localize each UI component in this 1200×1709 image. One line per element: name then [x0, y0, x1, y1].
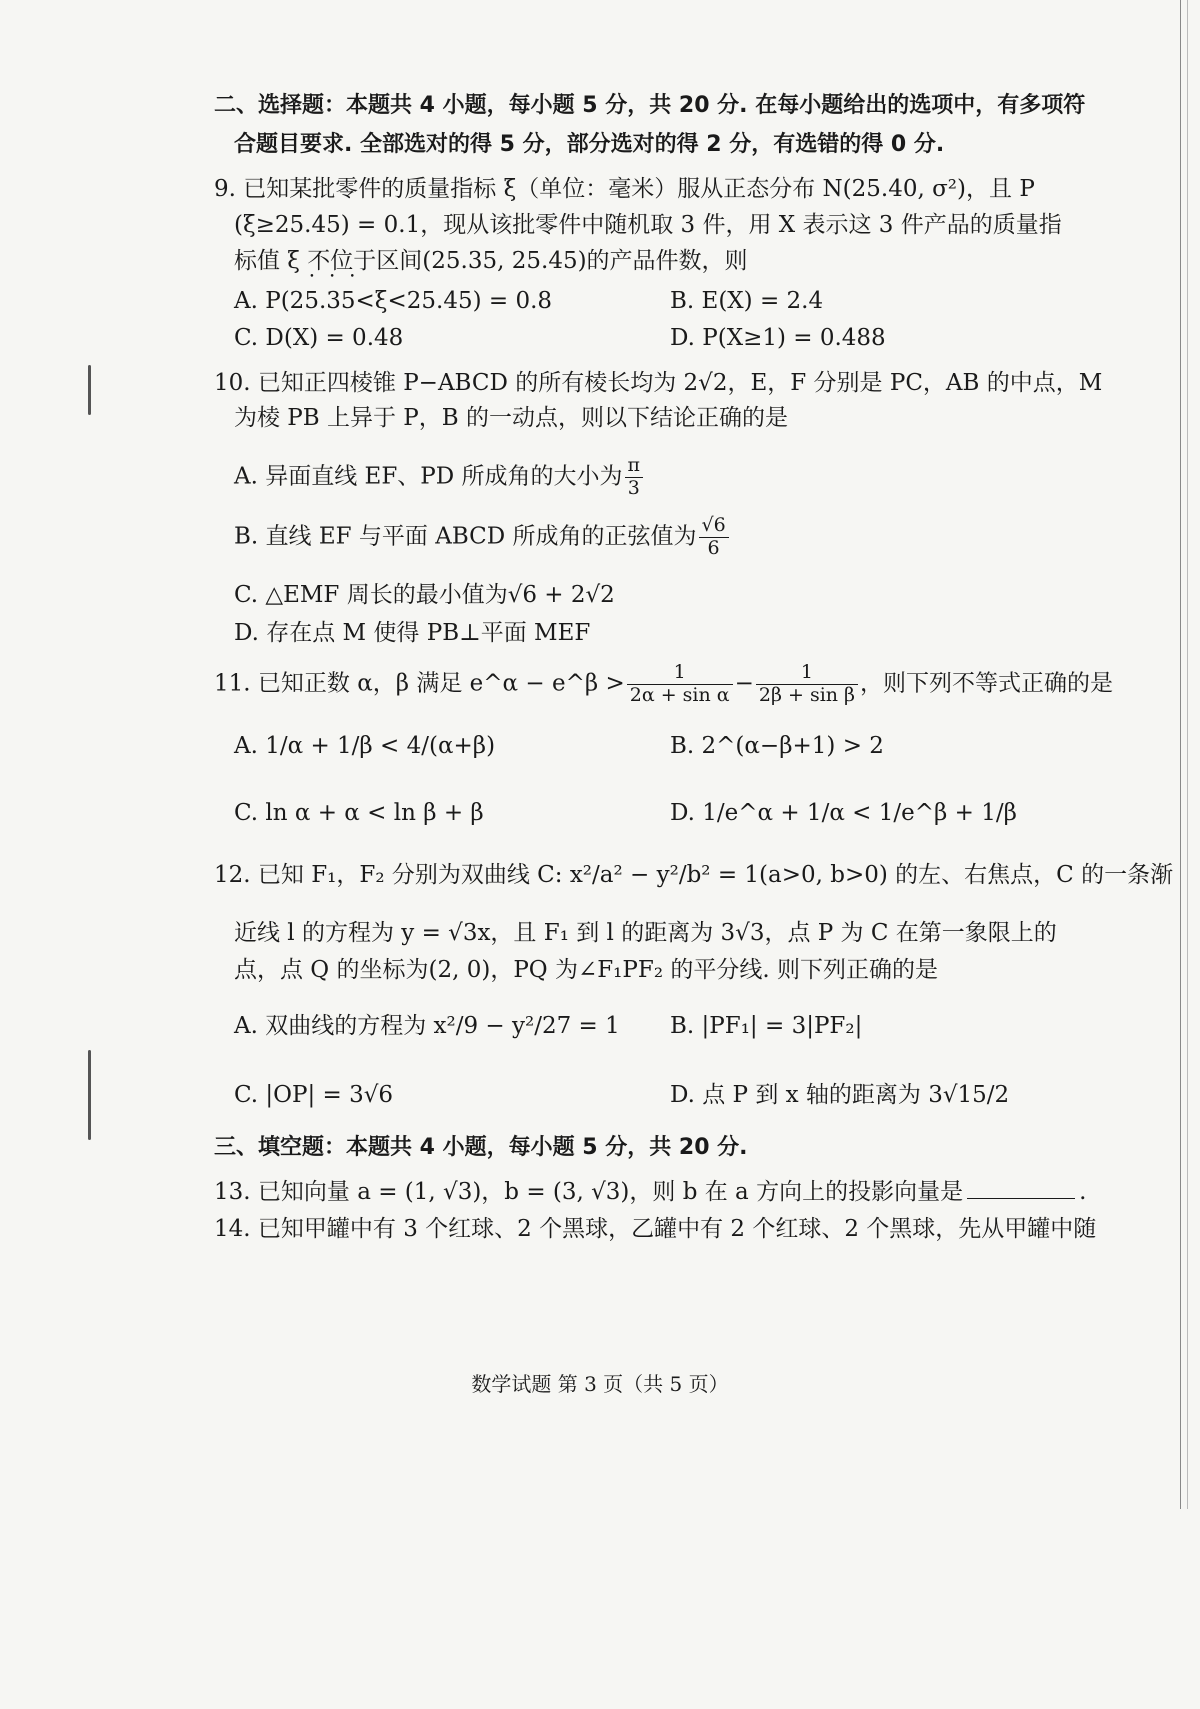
q9-option-d: D. P(X≥1) = 0.488 — [670, 325, 886, 351]
fraction — [699, 515, 729, 560]
q11-option-a: A. 1/α + 1/β < 4/(α+β) — [234, 733, 496, 759]
q14-line1: 14. 已知甲罐中有 3 个红球、2 个黑球，乙罐中有 2 个红球、2 个黑球，先从甲罐中随 — [214, 1216, 1097, 1242]
q10-option-b-text: B. 直线 EF 与平面 ABCD 所成角的正弦值为 — [234, 523, 697, 550]
q11-pre: 11. 已知正数 α，β 满足 e^α − e^β > — [214, 670, 625, 697]
fraction-denominator: 3 — [627, 476, 640, 499]
q9-option-a: A. P(25.35<ξ<25.45) = 0.8 — [234, 288, 553, 314]
binder-mark — [88, 1050, 91, 1140]
section-2-title: 二、选择题：本题共 4 小题，每小题 5 分，共 20 分. 在每小题给出的选项中，有多项符 — [214, 93, 1086, 118]
q9-option-c: C. D(X) = 0.48 — [234, 325, 404, 351]
fraction-denominator: 6 — [707, 536, 720, 559]
q9-line3 — [234, 248, 748, 276]
q10-line2: 为棱 PB 上异于 P，B 的一动点，则以下结论正确的是 — [234, 405, 788, 431]
fraction — [756, 662, 858, 707]
q12-option-c: C. |OP| = 3√6 — [234, 1082, 394, 1108]
q9-line3-a: 标值 ξ — [234, 248, 308, 274]
q11-stem — [214, 662, 1113, 707]
q13-text: 13. 已知向量 a = (1, √3)，b = (3, √3)，则 b 在 a 方向上的投影向量是 — [214, 1179, 964, 1205]
answer-blank — [967, 1178, 1075, 1199]
q12-line1: 12. 已知 F₁，F₂ 分别为双曲线 C: x²/a² − y²/b² = 1(a>0, b>0) 的左、右焦点，C 的一条渐 — [214, 862, 1174, 888]
binder-mark — [88, 365, 91, 415]
fraction-numerator: 1 — [627, 662, 733, 685]
section-3-title: 三、填空题：本题共 4 小题，每小题 5 分，共 20 分. — [214, 1135, 748, 1160]
q9-line1: 9. 已知某批零件的质量指标 ξ（单位：毫米）服从正态分布 N(25.40, σ²)，且 P — [214, 176, 1035, 202]
q9-line2: (ξ≥25.45) = 0.1，现从该批零件中随机取 3 件，用 X 表示这 3 件产品的质量指 — [234, 212, 1062, 238]
fraction — [625, 455, 644, 500]
q12-line3: 点，点 Q 的坐标为(2, 0)，PQ 为∠F₁PF₂ 的平分线. 则下列正确的是 — [234, 957, 938, 983]
q9-line3-b: 区间(25.35, 25.45)的产品件数，则 — [376, 248, 748, 274]
q12-option-b: B. |PF₁| = 3|PF₂| — [670, 1013, 863, 1039]
fraction-numerator: 1 — [756, 662, 858, 685]
fraction-numerator: √6 — [699, 515, 729, 538]
q11-option-c: C. ln α + α < ln β + β — [234, 800, 484, 826]
page-footer: 数学试题 第 3 页（共 5 页） — [471, 1372, 729, 1396]
fraction — [627, 662, 733, 707]
q10-option-a — [234, 455, 645, 500]
q9-option-b: B. E(X) = 2.4 — [670, 288, 824, 314]
q11-minus: − — [734, 670, 754, 697]
q11-post: ，则下列不等式正确的是 — [860, 670, 1114, 697]
q10-line1: 10. 已知正四棱锥 P−ABCD 的所有棱长均为 2√2，E，F 分别是 PC，AB 的中点，M — [214, 370, 1103, 396]
q9-emphasis: 不位于 • • • — [307, 248, 376, 274]
q10-option-b — [234, 515, 731, 560]
q11-option-d: D. 1/e^α + 1/α < 1/e^β + 1/β — [670, 800, 1017, 826]
q10-option-a-text: A. 异面直线 EF、PD 所成角的大小为 — [234, 463, 623, 490]
q13 — [214, 1178, 1086, 1207]
q12-option-a: A. 双曲线的方程为 x²/9 − y²/27 = 1 — [234, 1013, 620, 1039]
q13-end: . — [1079, 1179, 1087, 1205]
fraction-denominator: 2α + sin α — [629, 683, 730, 706]
scan-edge — [1180, 0, 1188, 1509]
q10-option-c: C. △EMF 周长的最小值为√6 + 2√2 — [234, 582, 615, 608]
q10-option-d: D. 存在点 M 使得 PB⊥平面 MEF — [234, 620, 591, 646]
section-2-title-cont: 合题目要求. 全部选对的得 5 分，部分选对的得 2 分，有选错的得 0 分. — [234, 132, 945, 157]
fraction-numerator: π — [625, 455, 644, 478]
q11-option-b: B. 2^(α−β+1) > 2 — [670, 733, 884, 759]
q12-line2: 近线 l 的方程为 y = √3x，且 F₁ 到 l 的距离为 3√3，点 P 为 C 在第一象限上的 — [234, 920, 1057, 946]
q12-option-d: D. 点 P 到 x 轴的距离为 3√15/2 — [670, 1082, 1010, 1108]
fraction-denominator: 2β + sin β — [758, 683, 856, 706]
